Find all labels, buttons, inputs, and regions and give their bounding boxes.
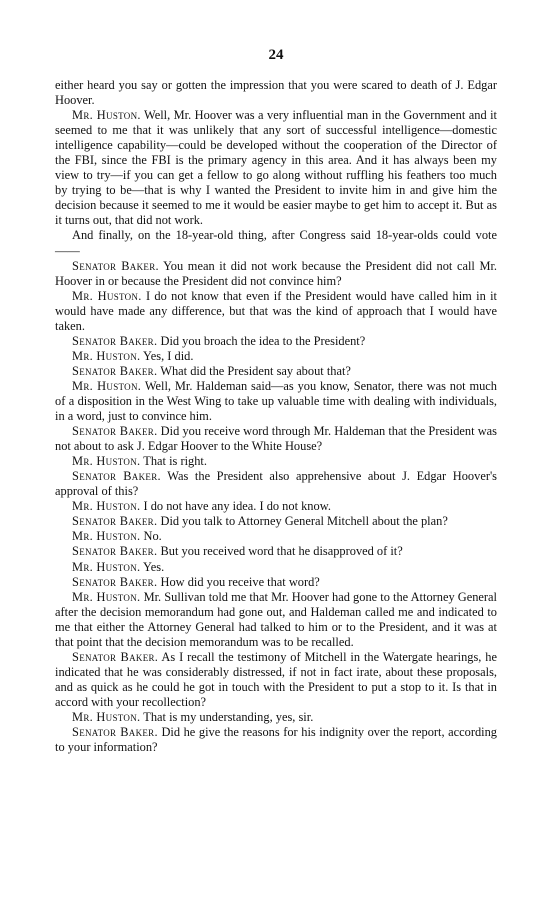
paragraph-text: How did you receive that word? [160, 574, 320, 589]
paragraph-text: What did the President say about that? [160, 363, 351, 378]
paragraph-text: either heard you say or gotten the impression that you were scared to death of J. Edgar Hoover. [55, 78, 497, 108]
speaker-name: Mr. Huston. [72, 108, 141, 123]
transcript-body [55, 78, 497, 755]
transcript-paragraph [55, 289, 497, 334]
transcript-paragraph [55, 454, 497, 469]
transcript-paragraph [55, 334, 497, 349]
paragraph-text: Well, Mr. Hoover was a very influential man in the Government and it seemed to me that it was unlikely that any sort of successful intelligence—domestic intelligence capability—could be developed without the cooperation of the Director of the FBI, since the FBI is the primary agency in this area. And it has always been my view to try—if you can get a fellow to go along without ruffling his feathers too much by trying to be—that is why I wanted the President to invite him in and give him the decision because it seemed to me it would be easier maybe to get him to accept it. But as it turns out, that did not work. [55, 108, 497, 228]
speaker-name: Senator Baker. [72, 574, 158, 589]
paragraph-text: Well, Mr. Haldeman said—as you know, Senator, there was not much of a disposition in the West Wing to take up valuable time with dealing with individuals, in a word, just to convince him. [55, 378, 497, 424]
speaker-name: Senator Baker. [72, 514, 158, 529]
transcript-paragraph [55, 650, 497, 710]
transcript-paragraph [55, 710, 497, 725]
speaker-name: Senator Baker. [72, 424, 158, 439]
speaker-name: Senator Baker. [72, 363, 158, 378]
paragraph-text: Was the President also apprehensive about J. Edgar Hoover's approval of this? [55, 469, 497, 499]
paragraph-text: As I recall the testimony of Mitchell in the Watergate hearings, he indicated that he was considerably distressed, if not in fact irate, about these proposals, and as quick as he could he got in touch with the President to put a stop to it. Is that in accord with your recollection? [55, 649, 497, 709]
transcript-paragraph [55, 529, 497, 544]
transcript-paragraph [55, 349, 497, 364]
speaker-name: Senator Baker. [72, 725, 158, 740]
paragraph-text: You mean it did not work because the President did not call Mr. Hoover in or because the President did not convince him? [55, 258, 498, 288]
transcript-paragraph [55, 364, 497, 379]
transcript-paragraph [55, 259, 497, 289]
transcript-paragraph [55, 78, 497, 108]
paragraph-text: Did he give the reasons for his indignity over the report, according to your information? [55, 725, 497, 755]
paragraph-text: Did you broach the idea to the President? [160, 333, 366, 348]
transcript-paragraph [55, 590, 497, 650]
transcript-paragraph [55, 228, 497, 258]
page-number: 24 [268, 47, 284, 63]
speaker-name: Mr. Huston. [72, 378, 142, 393]
speaker-name: Senator Baker. [72, 333, 158, 348]
transcript-paragraph [55, 575, 497, 590]
transcript-paragraph [55, 469, 497, 499]
speaker-name: Mr. Huston. [72, 589, 141, 604]
transcript-paragraph [55, 544, 497, 559]
paragraph-text: I do not know that even if the President would have called him in it would have made any difference, but that was the kind of approach that I would have taken. [55, 288, 497, 333]
transcript-paragraph [55, 514, 497, 529]
speaker-name: Mr. Huston. [72, 529, 141, 544]
speaker-name: Mr. Huston. [72, 454, 141, 469]
speaker-name: Senator Baker. [72, 649, 159, 664]
speaker-name: Senator Baker. [72, 258, 159, 273]
paragraph-text: Yes, I did. [143, 348, 194, 363]
paragraph-text: But you received word that he disapproved of it? [160, 544, 403, 559]
transcript-paragraph [55, 560, 497, 575]
speaker-name: Mr. Huston. [72, 348, 141, 363]
paragraph-text: Did you receive word through Mr. Haldeman that the President was not about to ask J. Edgar Hoover to the White House? [55, 424, 498, 454]
paragraph-text: Yes. [143, 559, 165, 574]
speaker-name: Mr. Huston. [72, 559, 141, 574]
speaker-name: Mr. Huston. [72, 288, 142, 303]
paragraph-text: Did you talk to Attorney General Mitchell about the plan? [160, 514, 448, 529]
transcript-paragraph [55, 379, 497, 424]
paragraph-text: I do not have any idea. I do not know. [143, 499, 331, 514]
speaker-name: Senator Baker. [72, 544, 158, 559]
speaker-name: Senator Baker. [72, 469, 161, 484]
speaker-name: Mr. Huston. [72, 499, 141, 514]
transcript-paragraph [55, 424, 497, 454]
transcript-paragraph [55, 108, 497, 228]
paragraph-text: That is my understanding, yes, sir. [143, 709, 314, 724]
transcript-paragraph [55, 499, 497, 514]
paragraph-text: No. [143, 529, 162, 544]
transcript-paragraph [55, 725, 497, 755]
paragraph-text: Mr. Sullivan told me that Mr. Hoover had gone to the Attorney General after the decision memorandum had gone out, and Haldeman called me and indicated to me that either the Attorney General had talked to him or to the President, and it was at that point that the decision memorandum was to be recalled. [55, 589, 497, 649]
paragraph-text: And finally, on the 18-year-old thing, after Congress said 18-year-olds could vote—— [55, 228, 497, 258]
paragraph-text: That is right. [143, 454, 207, 469]
speaker-name: Mr. Huston. [72, 709, 141, 724]
